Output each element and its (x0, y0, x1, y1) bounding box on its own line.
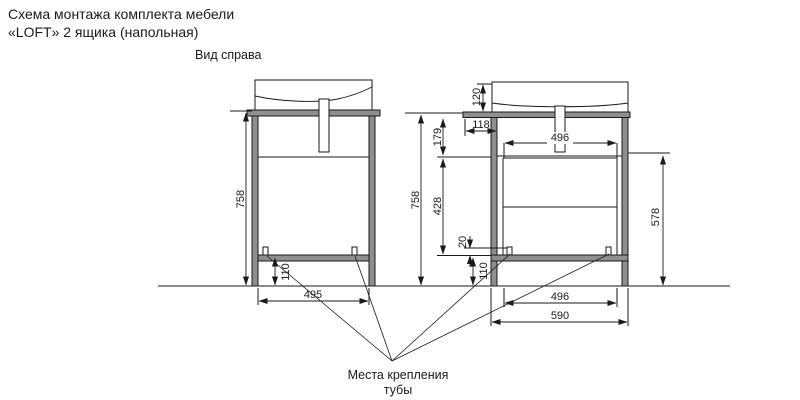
side-view-cabinet (247, 80, 380, 286)
side-panel-front (252, 116, 258, 286)
svg-text:496: 496 (550, 132, 570, 144)
svg-text:758: 758 (235, 189, 247, 209)
dim-basin-height (471, 84, 492, 111)
tube-mount-leader-lines (267, 254, 609, 361)
countertop-front (463, 112, 630, 118)
svg-text:428: 428 (432, 196, 444, 216)
countertop-side (247, 110, 380, 116)
dim-left-inner-depth (258, 288, 369, 305)
bottom-shelf-front (491, 255, 628, 261)
svg-text:578: 578 (650, 207, 662, 227)
title-line-2: «LOFT» 2 ящика (напольная) (8, 24, 199, 40)
title-line-1: Схема монтажа комплекта мебели (8, 6, 235, 22)
svg-text:118: 118 (472, 119, 490, 131)
tube-bracket-front-right (606, 247, 611, 255)
washbasin-side (255, 80, 372, 110)
annotation-line-1: Места крепления (347, 368, 449, 382)
drain-tube-side (319, 99, 329, 152)
tube-bracket-side-right (352, 247, 357, 255)
svg-text:179: 179 (432, 127, 444, 147)
svg-text:590: 590 (550, 310, 570, 322)
dim-left-total-height (230, 111, 252, 285)
view-label: Вид справа (195, 48, 262, 62)
svg-text:20: 20 (457, 235, 469, 249)
dim-side-height (628, 153, 670, 285)
svg-text:110: 110 (280, 263, 292, 281)
svg-text:495: 495 (303, 289, 323, 301)
tube-bracket-side-left (263, 247, 268, 255)
svg-text:496: 496 (550, 291, 570, 303)
svg-text:120: 120 (471, 87, 483, 107)
dim-left-shelf-to-floor (275, 258, 292, 285)
svg-text:758: 758 (410, 190, 422, 210)
side-panel-back (369, 116, 375, 286)
dim-right-shelf-to-floor (473, 258, 490, 285)
annotation-line-2: тубы (383, 383, 413, 397)
drain-tube-front (555, 106, 565, 152)
tube-bracket-front-left (507, 247, 512, 255)
svg-text:110: 110 (478, 262, 490, 280)
